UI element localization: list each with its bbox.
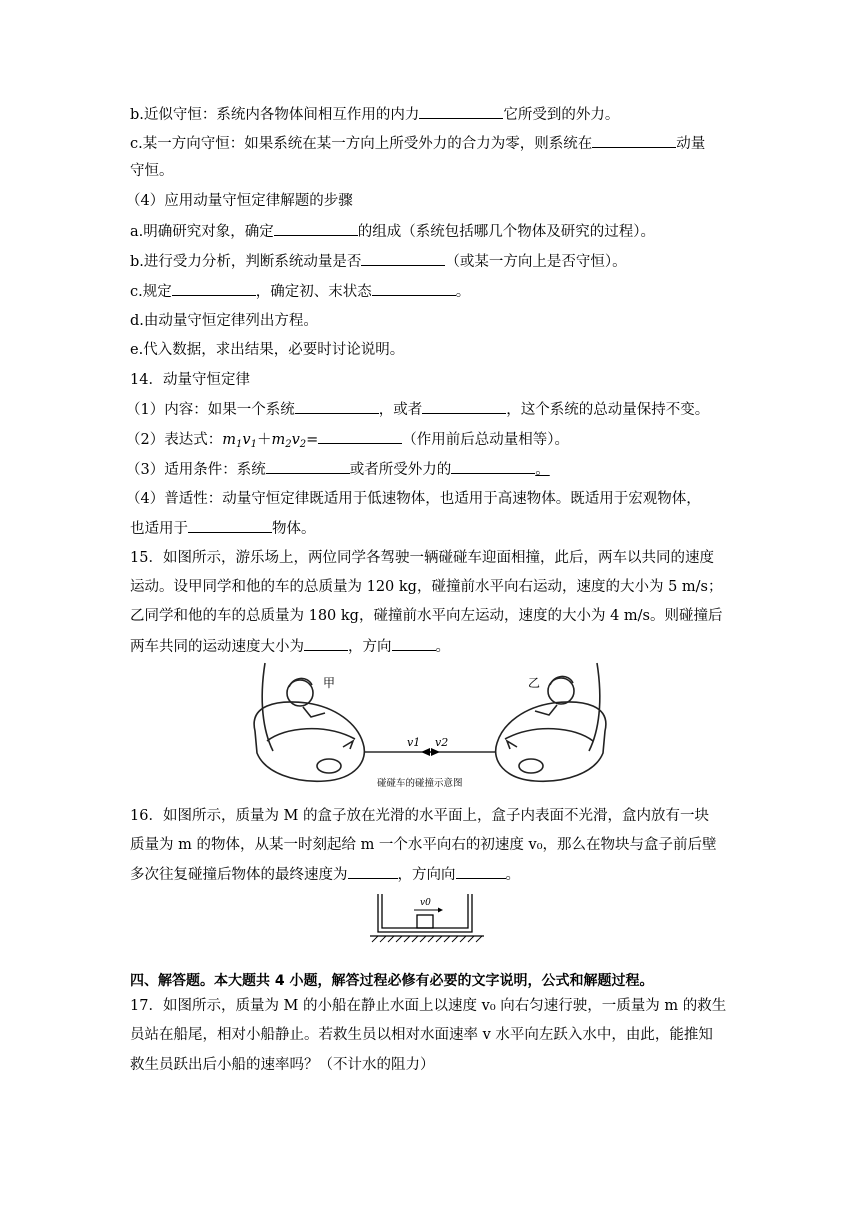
q14-universality: （4）普适性：动量守恒定律既适用于低速物体，也适用于高速物体。既适用于宏观物体， (126, 491, 701, 507)
blank[interactable] (318, 429, 402, 444)
label-v1: v1 (407, 736, 421, 749)
q16-line1: 16．如图所示，质量为 M 的盒子放在光滑的水平面上，盒子内表面不光滑，盒内放有一块 (130, 808, 710, 824)
step-d: d.由动量守恒定律列出方程。 (130, 313, 318, 329)
line-direction-conservation-cont: 守恒。 (130, 163, 174, 179)
q15-line3: 乙同学和他的车的总质量为 180 kg，碰撞前水平向左运动，速度的大小为 4 m/s。则碰撞后 (130, 608, 723, 624)
q15-line4: 两车共同的运动速度大小为 ，方向 。 (130, 636, 450, 657)
label-v2: v2 (435, 736, 449, 749)
blank[interactable] (592, 133, 676, 148)
label-yi: 乙 (528, 676, 541, 690)
blank[interactable] (456, 864, 506, 879)
left-bumper-car (254, 663, 364, 781)
q14-title: 14．动量守恒定律 (130, 372, 250, 388)
blank[interactable] (266, 459, 350, 474)
formula: $m_1v_1$ (222, 432, 257, 450)
q14-universality-cont: 也适用于 物体。 (130, 518, 316, 539)
v2-arrowhead (421, 748, 430, 756)
right-bumper-car (496, 663, 606, 781)
blank[interactable] (188, 518, 272, 533)
q16-line2: 质量为 m 的物体，从某一时刻起给 m 一个水平向右的初速度 v₀，那么在物块与盒子前后壁 (130, 837, 717, 853)
blank[interactable] (295, 399, 379, 414)
q14-content: （1）内容：如果一个系统 ，或者 ，这个系统的总动量保持不变。 (126, 399, 709, 420)
label-v0: v0 (420, 898, 431, 908)
bumper-car-figure (245, 661, 615, 793)
section-steps-title: （4）应用动量守恒定律解题的步骤 (126, 193, 353, 209)
line-approx-conservation: b.近似守恒：系统内各物体间相互作用的内力 它所受到的外力。 (130, 104, 619, 125)
box-figure (368, 892, 486, 944)
q17-line1: 17．如图所示，质量为 M 的小船在静止水面上以速度 v₀ 向右匀速行驶，一质量为 m 的救生 (130, 998, 727, 1014)
step-a: a.明确研究对象，确定 的组成（系统包括哪几个物体及研究的过程）。 (130, 221, 655, 242)
q14-conditions: （3）适用条件：系统 或者所受外力的 。 (126, 459, 550, 480)
block (417, 915, 433, 928)
blank[interactable] (392, 636, 436, 651)
blank[interactable] (304, 636, 348, 651)
q15-line1: 15．如图所示，游乐场上，两位同学各驾驶一辆碰碰车迎面相撞，此后，两车以共同的速度 (130, 550, 714, 566)
q17-line3: 救生员跃出后小船的速率吗？（不计水的阻力） (130, 1057, 435, 1073)
figure-caption: 碰碰车的碰撞示意图 (377, 778, 463, 789)
blank[interactable] (422, 399, 506, 414)
q15-line2: 运动。设甲同学和他的车的总质量为 120 kg，碰撞前水平向右运动，速度的大小为 5 m/s； (130, 579, 723, 595)
blank[interactable] (172, 281, 256, 296)
section-four-title: 四、解答题。本大题共 4 小题，解答过程必修有必要的文字说明，公式和解题过程。 (130, 973, 654, 989)
q17-line2: 员站在船尾，相对小船静止。若救生员以相对水面速率 v 水平向左跃入水中，由此，能推知 (130, 1027, 713, 1043)
blank[interactable] (372, 281, 456, 296)
blank[interactable] (451, 459, 535, 474)
blank[interactable] (419, 104, 503, 119)
line-direction-conservation: c.某一方向守恒：如果系统在某一方向上所受外力的合力为零，则系统在 动量 (130, 133, 705, 154)
step-b: b.进行受力分析，判断系统动量是否 （或某一方向上是否守恒）。 (130, 251, 627, 272)
blank[interactable] (274, 221, 358, 236)
label-jia: 甲 (323, 676, 336, 690)
q16-line3: 多次往复碰撞后物体的最终速度为 ，方向向 。 (130, 864, 520, 885)
step-c: c.规定 ，确定初、末状态 。 (130, 281, 470, 302)
step-e: e.代入数据，求出结果，必要时讨论说明。 (130, 342, 405, 358)
blank[interactable] (361, 251, 445, 266)
blank[interactable] (348, 864, 398, 879)
q14-expression: （2）表达式：$m_1v_1+m_2v_2=$ （作用前后总动量相等）。 (126, 429, 569, 455)
